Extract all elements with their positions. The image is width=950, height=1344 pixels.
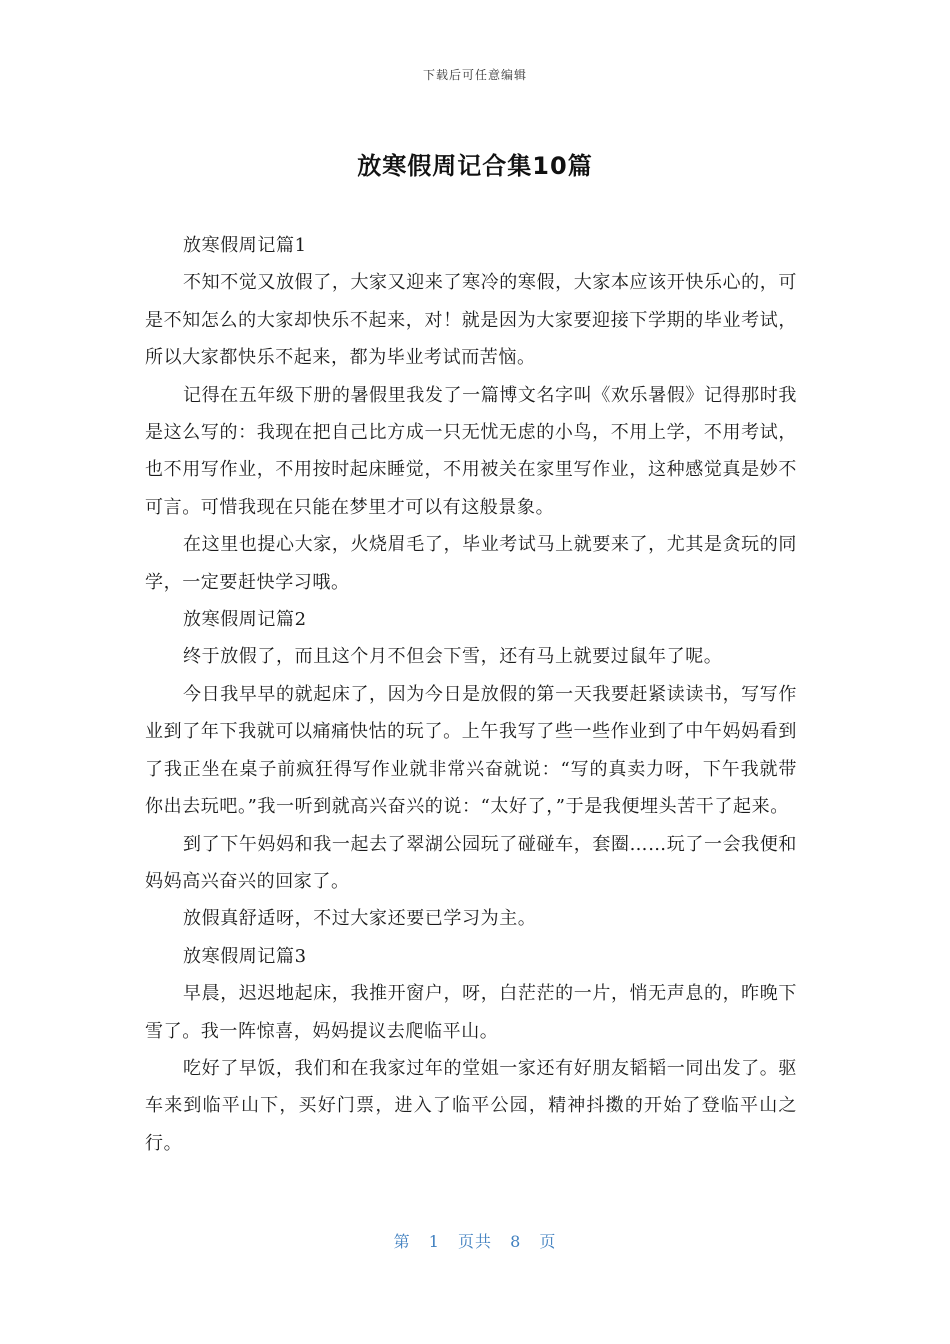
- paragraph: 到了下午妈妈和我一起去了翠湖公园玩了碰碰车，套圈……玩了一会我便和妈妈高兴奋兴的回家了。: [145, 833, 797, 892]
- paragraph: 放假真舒适呀，不过大家还要已学习为主。: [183, 908, 537, 930]
- paragraph: 吃好了早饭，我们和在我家过年的堂姐一家还有好朋友韬韬一同出发了。驱车来到临平山下，买好门票，进入了临平公园，精神抖擞的开始了登临平山之行。: [145, 1057, 797, 1154]
- page-footer: 第 1 页共 8 页: [393, 1232, 557, 1251]
- paragraph: 在这里也提心大家，火烧眉毛了，毕业考试马上就要来了，尤其是贪玩的同学，一定要赶快学习哦。: [145, 534, 797, 593]
- paragraph: 今日我早早的就起床了，因为今日是放假的第一天我要赶紧读读书，写写作业到了年下我就可以痛痛快怙的玩了。上午我写了些一些作业到了中午妈妈看到了我正坐在桌子前疯狂得写作业就非常兴奋就说：“写的真卖力呀，下午我就带你出去玩吧。”我一听到就高兴奋兴的说：“太好了，”于是我便埋头苦干了起来。: [145, 683, 797, 818]
- section-heading-2: 放寒假周记篇2: [183, 609, 307, 631]
- paragraph: 不知不觉又放假了，大家又迎来了寒冷的寒假，大家本应该开快乐心的，可是不知怎么的大家却快乐不起来，对！就是因为大家要迎接下学期的毕业考试，所以大家都快乐不起来，都为毕业考试而苦恼。: [145, 272, 797, 369]
- section-heading-1: 放寒假周记篇1: [183, 235, 307, 256]
- paragraph: 早晨，迟迟地起床，我推开窗户，呀，白茫茫的一片，悄无声息的，昨晚下雪了。我一阵惊喜，妈妈提议去爬临平山。: [145, 983, 797, 1042]
- section-heading-3: 放寒假周记篇3: [183, 945, 307, 967]
- paragraph: 终于放假了，而且这个月不但会下雪，还有马上就要过鼠年了呢。: [183, 646, 723, 668]
- document-title: 放寒假周记合集10篇: [357, 152, 593, 180]
- header-note: 下载后可任意编辑: [422, 68, 527, 82]
- paragraph: 记得在五年级下册的暑假里我发了一篇博文名字叫《欢乐暑假》记得那时我是这么写的：我现在把自己比方成一只无忧无虑的小鸟，不用上学，不用考试，也不用写作业，不用按时起床睡觉，不用被关在家里写作业，这种感觉真是妙不可言。可惜我现在只能在梦里才可以有这般景象。: [145, 384, 797, 518]
- document-body: [145, 227, 797, 1162]
